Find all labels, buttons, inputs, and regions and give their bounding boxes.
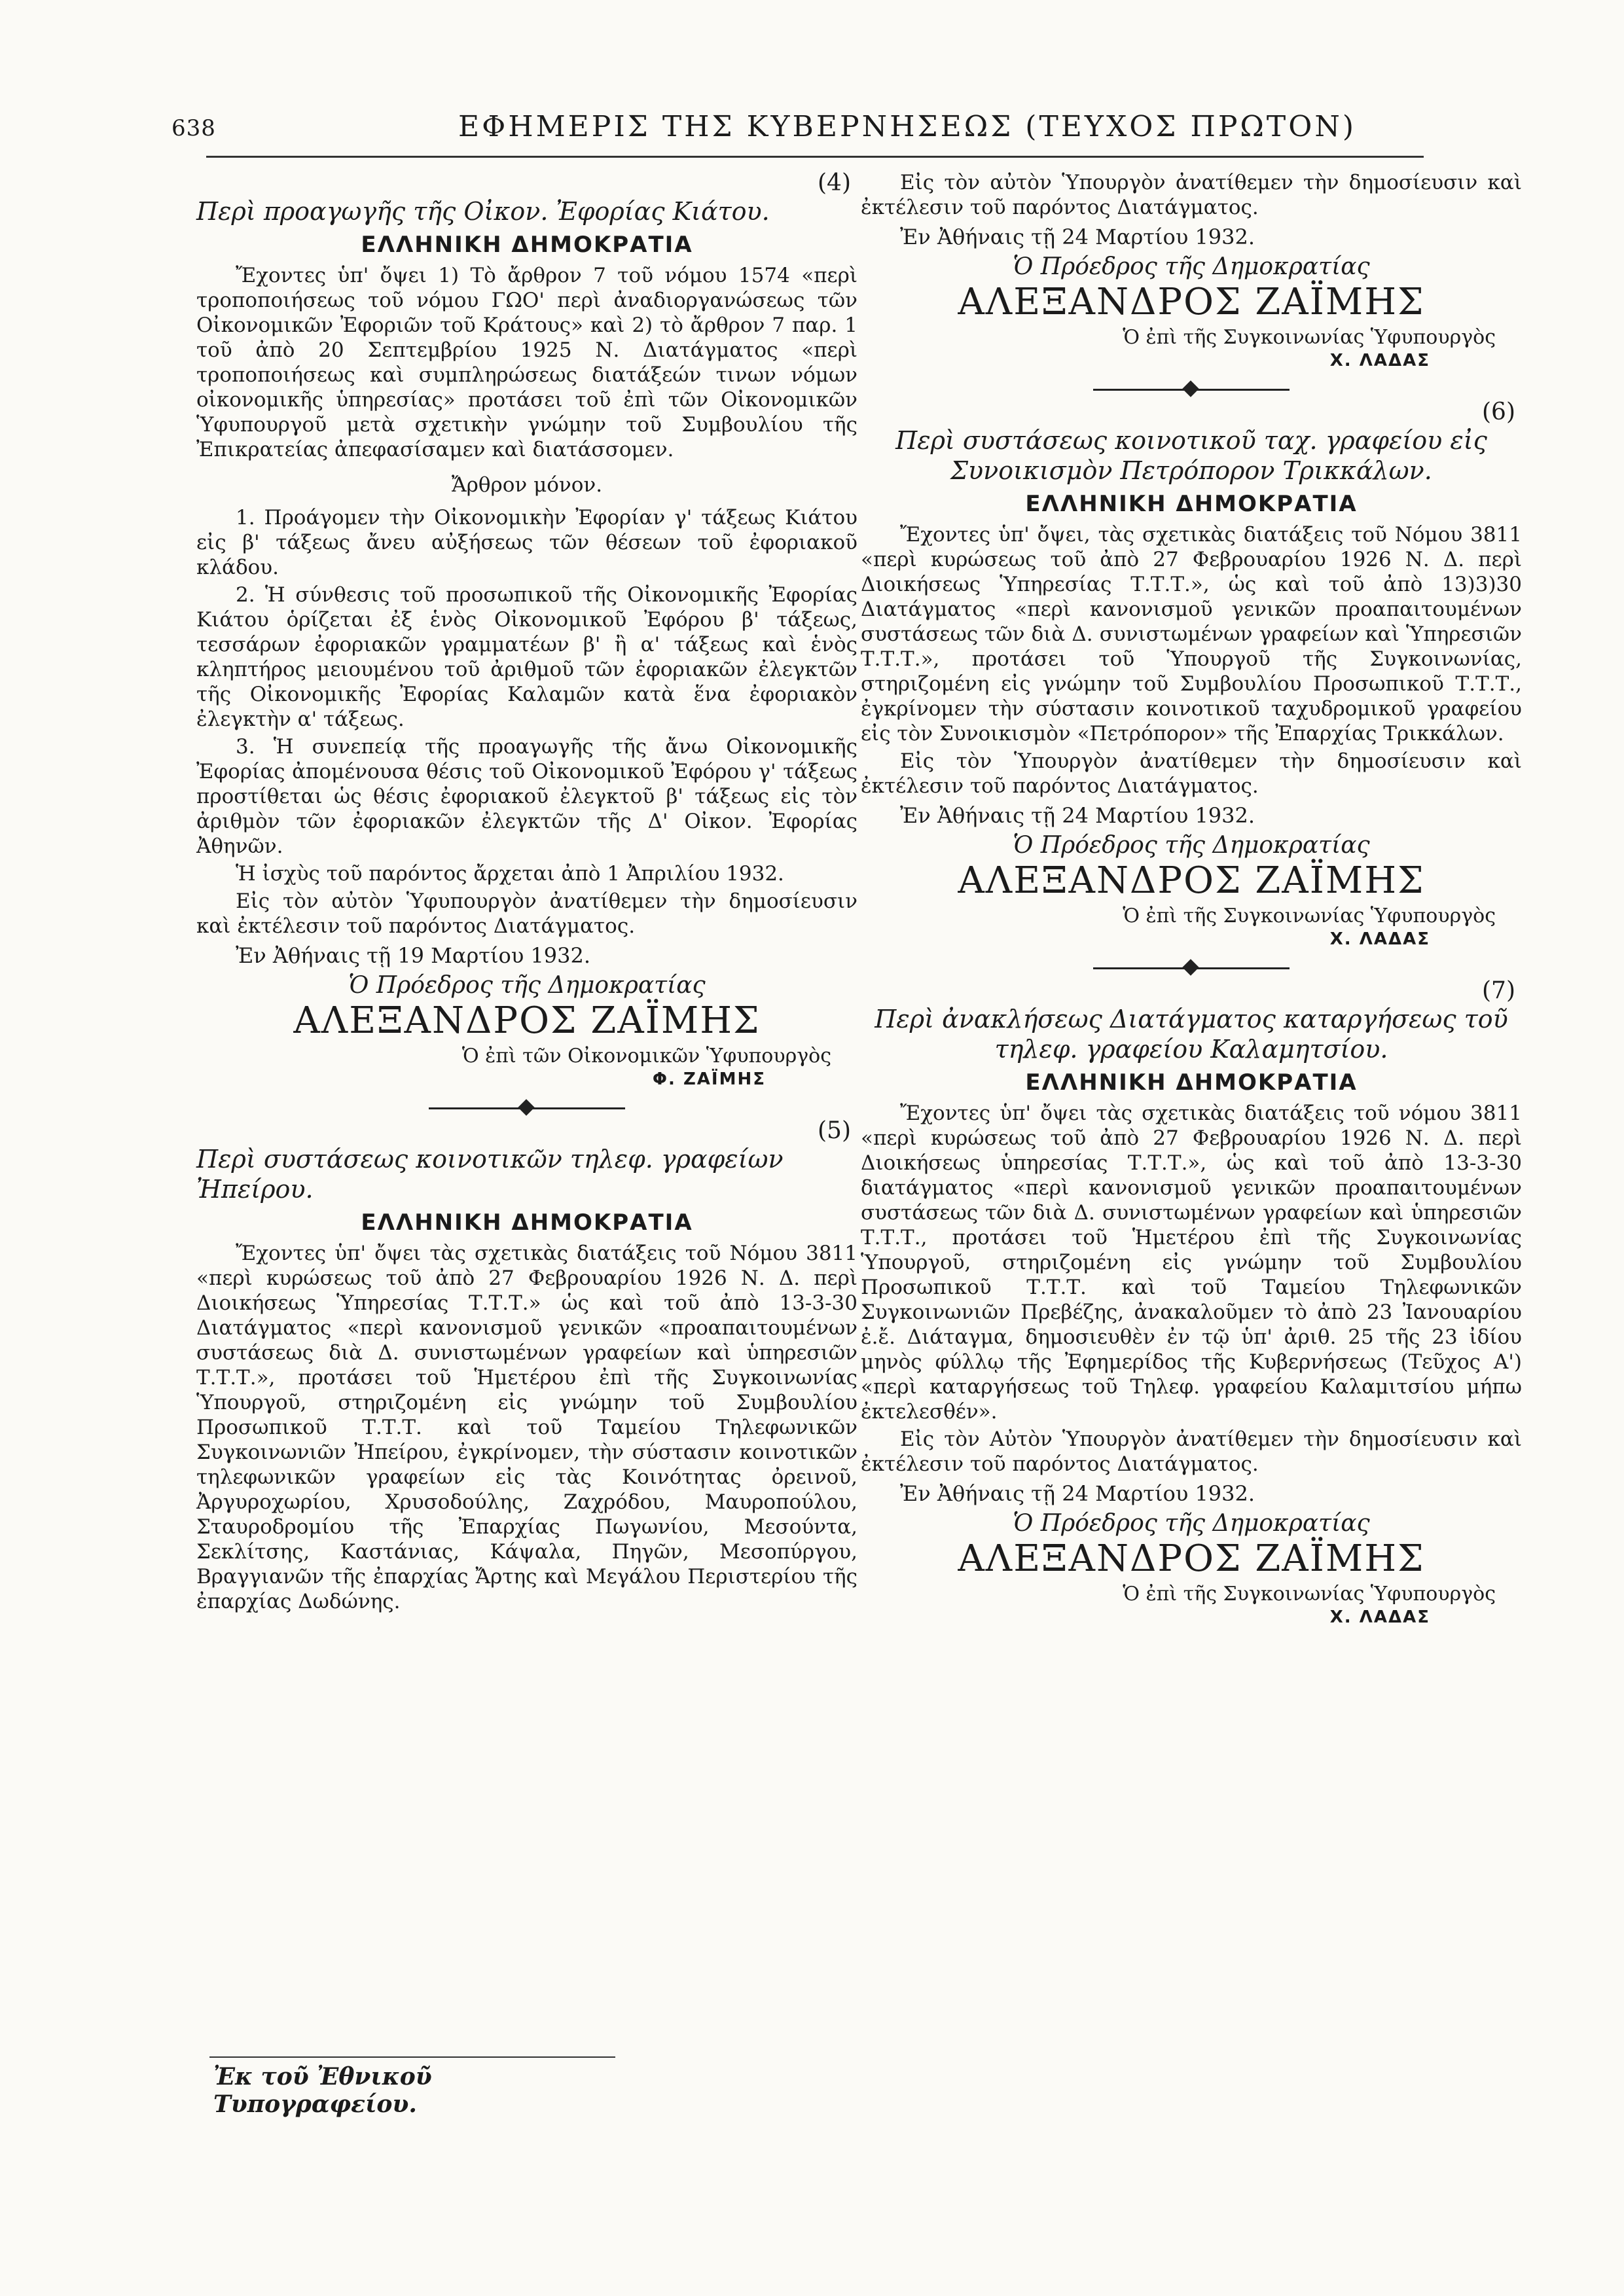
decree-date: Ἐν Ἀθήναις τῇ 19 Μαρτίου 1932. [236,943,591,968]
decree-preamble: Ἔχοντες ὑπ' ὄψει, τὰς σχετικὰς διατάξεις τοῦ Νόμου 3811 «περὶ κυρώσεως τοῦ ἀπὸ 27 Φεβρουαρίου 1926 Ν. Δ. περὶ Διοικήσεως Ὑπηρεσίας Τ.Τ.Τ.», ὡς καὶ τοῦ ἀπὸ 13)3)30 Διατάγματος «περὶ κανονισμοῦ γενικῶν προαπαιτουμένων συστάσεως τῶν διὰ Δ. συνιστωμένων γραφείων καὶ Ὑπηρεσιῶν Τ.Τ.Τ.», προτάσει τοῦ Ὑπουργοῦ τῆς Συγκοινωνίας, στηριζομένη εἰς γνώμην τοῦ Συμβουλίου Προσωπικοῦ Τ.Τ.Τ., ἐγκρίνομεν τὴν σύστασιν κοινοτικοῦ ταχυδρομικοῦ γραφείου εἰς τὸν Συνοικισμὸν «Πετρόπορον» τῆς Ἐπαρχίας Τρικκάλων. [861,523,1522,745]
decree-4 [196,170,857,1118]
signer-name: ΑΛΕΞΑΝΔΡΟΣ ΖΑΪΜΗΣ [958,859,1425,902]
decree-5 [196,1118,857,1614]
decree-subject: Περὶ προαγωγῆς τῆς Οἰκον. Ἐφορίας Κιάτου. [196,197,770,226]
decree-5-continued [861,170,1522,399]
decree-preamble: Ἔχοντες ὑπ' ὄψει τὰς σχετικὰς διατάξεις τοῦ Νόμου 3811 «περὶ κυρώσεως τοῦ ἀπὸ 27 Φεβρουαρίου 1926 Ν. Δ. περὶ Διοικήσεως Ὑπηρεσίας Τ.Τ.Τ.» ὡς καὶ τοῦ ἀπὸ 13-3-30 Διατάγματος «περὶ κανονισμοῦ γενικῶν «προαπαιτουμένων συστάσεως διὰ Δ. συνιστωμένων γραφείων καὶ ὑπηρεσιῶν Τ.Τ.Τ.», προτάσει τοῦ Ἡμετέρου ἐπὶ τῆς Συγκοινωνίας Ὑπουργοῦ, στηριζομένη εἰς γνώμην τοῦ Συμβουλίου Προσωπικοῦ Τ.Τ.Τ. καὶ τοῦ Ταμείου Τηλεφωνικῶν Συγκοινωνιῶν Ἠπείρου, ἐγκρίνομεν, τὴν σύστασιν κοινοτικῶν τηλεφωνικῶν γραφείων εἰς τὰς Κοινότητας ὀρεινοῦ, Ἀργυροχωρίου, Χρυσοδούλης, Ζαχρόδου, Μαυροπούλου, Σταυροδρομίου τῆς Ἐπαρχίας Πωγωνίου, Μεσούντα, Σεκλίτσης, Καστάνιας, Κάψαλα, Πηγῶν, Μεσοπύργου, Βραγγιανῶν τῆς ἐπαρχίας Ἄρτης καὶ Μεγάλου Περιστερίου τῆς ἐπαρχίας Δωδώνης. [196,1242,857,1613]
president-title: Ὁ Πρόεδρος τῆς Δημοκρατίας [1013,1510,1370,1537]
paragraph: 3. Ἡ συνεπείᾳ τῆς προαγωγῆς τῆς ἄνω Οἰκονομικῆς Ἐφορίας ἀπομένουσα θέσις τοῦ Οἰκονομικοῦ Ἐφόρου γ' τάξεως προστίθεται ὡς θέσις ἐφοριακοῦ ἐλεγκτοῦ β' τάξεως εἰς τὸν ἀριθμὸν τῶν ἐφοριακῶν ἐλεγκτῶν τῆς Δ' Οἰκον. Ἐφορίας Ἀθηνῶν. [196,735,857,858]
decree-subject: Περὶ ἀνακλήσεως Διατάγματος καταργήσεως τοῦ τηλεφ. γραφείου Καλαμητσίου. [875,1005,1508,1064]
decree-date: Ἐν Ἀθήναις τῇ 24 Μαρτίου 1932. [900,224,1255,249]
signer-name: ΑΛΕΞΑΝΔΡΟΣ ΖΑΪΜΗΣ [958,281,1425,323]
decree-heading: ΕΛΛΗΝΙΚΗ ΔΗΜΟΚΡΑΤΙΑ [361,232,693,258]
paragraph: 2. Ἡ σύνθεσις τοῦ προσωπικοῦ τῆς Οἰκονομικῆς Ἐφορίας Κιάτου ὁρίζεται ἐξ ἑνὸς Οἰκονομικοῦ Ἐφόρου β' τάξεως, τεσσάρων ἐφοριακῶν γραμματέων β' ἢ α' τάξεως καὶ ἑνὸς κληπτήρος μειουμένου τοῦ ἀριθμοῦ τῶν ἐφοριακῶν ἐλεγκτῶν τῆς Οἰκονομικῆς Ἐφορίας Καλαμῶν κατὰ ἕνα ἐφοριακὸν ἐλεγκτὴν α' τάξεως. [196,583,857,731]
page-number: 638 [171,115,216,141]
paragraph: Εἰς τὸν αὐτὸν Ὑφυπουργὸν ἀνατίθεμεν τὴν δημοσίευσιν καὶ ἐκτέλεσιν τοῦ παρόντος Διατάγματος. [196,889,857,938]
diamond-ornament [1182,380,1199,397]
minister-name: Χ. ΛΑΔΑΣ [1329,1607,1430,1627]
decree-subject: Περὶ συστάσεως κοινοτικοῦ ταχ. γραφείου εἰς Συνοικισμὸν Πετρόπορον Τρικκάλων. [895,426,1487,485]
section-divider [1093,958,1290,978]
signer-name: ΑΛΕΞΑΝΔΡΟΣ ΖΑΪΜΗΣ [293,999,761,1042]
decree-heading: ΕΛΛΗΝΙΚΗ ΔΗΜΟΚΡΑΤΙΑ [1025,1069,1358,1096]
decree-date: Ἐν Ἀθήναις τῇ 24 Μαρτίου 1932. [900,1481,1255,1506]
minister-name: Χ. ΛΑΔΑΣ [1329,929,1430,949]
decree-6 [861,399,1522,978]
minister-title: Ὁ ἐπὶ τῆς Συγκοινωνίας Ὑφυπουργὸς [1123,905,1496,927]
president-title: Ὁ Πρόεδρος τῆς Δημοκρατίας [348,972,706,999]
printer-imprint [209,2056,615,2118]
article-title: Ἄρθρον μόνον. [451,473,603,497]
printer-text: Ἐκ τοῦ Ἐθνικοῦ Τυπογραφείου. [213,2063,432,2118]
president-title: Ὁ Πρόεδρος τῆς Δημοκρατίας [1013,253,1370,280]
minister-name: Φ. ΖΑΪΜΗΣ [652,1069,766,1089]
minister-title: Ὁ ἐπὶ τῆς Συγκοινωνίας Ὑφυπουργὸς [1123,1583,1496,1605]
header-rule [206,156,1424,158]
diamond-ornament [518,1099,534,1115]
decree-number: (5) [818,1117,851,1144]
president-title: Ὁ Πρόεδρος τῆς Δημοκρατίας [1013,832,1370,859]
decree-preamble: Ἔχοντες ὑπ' ὄψει τὰς σχετικὰς διατάξεις τοῦ νόμου 3811 «περὶ κυρώσεως τοῦ ἀπὸ 27 Φεβρουαρίου 1926 Ν. Δ. περὶ Διοικήσεως ὑπηρεσίας Τ.Τ.Τ.», ὡς καὶ τοῦ ἀπὸ 13-3-30 διατάγματος «περὶ κανονισμοῦ γενικῶν προαπαιτουμένων συστάσεως τῶν διὰ Δ. συνιστωμένων γραφείων καὶ ὑπηρεσιῶν Τ.Τ.Τ., προτάσει τοῦ Ἡμετέρου ἐπὶ τῆς Συγκοινωνίας Ὑπουργοῦ, στηριζομένη εἰς γνώμην τοῦ Συμβουλίου Προσωπικοῦ Τ.Τ.Τ. καὶ τοῦ Ταμείου Τηλεφωνικῶν Συγκοινωνιῶν Πρεβέζης, ἀνακαλοῦμεν τὸ ἀπὸ 23 Ἰανουαρίου ἐ.ἔ. Διάταγμα, δημοσιευθὲν ἐν τῷ ὑπ' ἀριθ. 25 τῆς 23 ἰδίου μηνὸς φύλλῳ τῆς Ἐφημερίδος τῆς Κυβερνήσεως (Τεῦχος Α') «περὶ καταργήσεως τοῦ Τηλεφ. γραφείου Καλαμιτσίου μήπω ἐκτελεσθέν». [861,1102,1522,1424]
paragraph: Εἰς τὸν Αὐτὸν Ὑπουργὸν ἀνατίθεμεν τὴν δημοσίευσιν καὶ ἐκτέλεσιν τοῦ παρόντος Διατάγματος. [861,1427,1522,1476]
section-divider [1093,380,1290,399]
right-column [861,170,1522,1631]
signer-name: ΑΛΕΞΑΝΔΡΟΣ ΖΑΪΜΗΣ [958,1537,1425,1580]
paragraph: Ἡ ἰσχὺς τοῦ παρόντος ἄρχεται ἀπὸ 1 Ἀπριλίου 1932. [236,862,784,886]
diamond-ornament [1182,959,1199,975]
decree-date: Ἐν Ἀθήναις τῇ 24 Μαρτίου 1932. [900,803,1255,828]
decree-preamble: Ἔχοντες ὑπ' ὄψει 1) Τὸ ἄρθρον 7 τοῦ νόμου 1574 «περὶ τροποποιήσεως τοῦ νόμου ΓΩΟ' περὶ ἀναδιοργανώσεως τῶν Οἰκονομικῶν Ἐφοριῶν τοῦ Κράτους» καὶ 2) τὸ ἄρθρον 7 παρ. 1 τοῦ ἀπὸ 20 Σεπτεμβρίου 1925 Ν. Διατάγματος «περὶ τροποποιήσεως καὶ συμπληρώσεως διατάξεών τινων νόμων οἰκονομικῆς ὑπηρεσίας» προτάσει τοῦ ἐπὶ τῶν Οἰκονομικῶν Ὑφυπουργοῦ μετὰ σχετικὴν γνώμην τοῦ Συμβουλίου τῆς Ἐπικρατείας ἀπεφασίσαμεν καὶ διατάσσομεν. [196,264,857,461]
decree-number: (6) [1482,399,1515,425]
decree-number: (4) [818,170,851,196]
paragraph: 1. Προάγομεν τὴν Οἰκονομικὴν Ἐφορίαν γ' τάξεως Κιάτου εἰς β' τάξεως ἄνευ αὐξήσεως τῶν θέσεων τοῦ ἐφοριακοῦ κλάδου. [196,506,857,579]
decree-7 [861,978,1522,1627]
decree-heading: ΕΛΛΗΝΙΚΗ ΔΗΜΟΚΡΑΤΙΑ [1025,491,1358,517]
decree-heading: ΕΛΛΗΝΙΚΗ ΔΗΜΟΚΡΑΤΙΑ [361,1210,693,1236]
paragraph: Εἰς τὸν αὐτὸν Ὑπουργὸν ἀνατίθεμεν τὴν δημοσίευσιν καὶ ἐκτέλεσιν τοῦ παρόντος Διατάγματος. [861,171,1522,219]
section-divider [429,1098,625,1118]
decree-subject: Περὶ συστάσεως κοινοτικῶν τηλεφ. γραφείων Ἠπείρου. [196,1145,784,1204]
minister-title: Ὁ ἐπὶ τῶν Οἰκονομικῶν Ὑφυπουργὸς [461,1045,831,1067]
imprint-rule [209,2056,615,2058]
running-title: ΕΦΗΜΕΡΙΣ ΤΗΣ ΚΥΒΕΡΝΗΣΕΩΣ (ΤΕΥΧΟΣ ΠΡΩΤΟΝ) [458,110,1356,143]
paragraph: Εἰς τὸν Ὑπουργὸν ἀνατίθεμεν τὴν δημοσίευσιν καὶ ἐκτέλεσιν τοῦ παρόντος Διατάγματος. [861,749,1522,798]
minister-title: Ὁ ἐπὶ τῆς Συγκοινωνίας Ὑφυπουργὸς [1123,326,1496,349]
left-column [196,170,857,1617]
decree-number: (7) [1482,977,1515,1004]
minister-name: Χ. ΛΑΔΑΣ [1329,351,1430,370]
